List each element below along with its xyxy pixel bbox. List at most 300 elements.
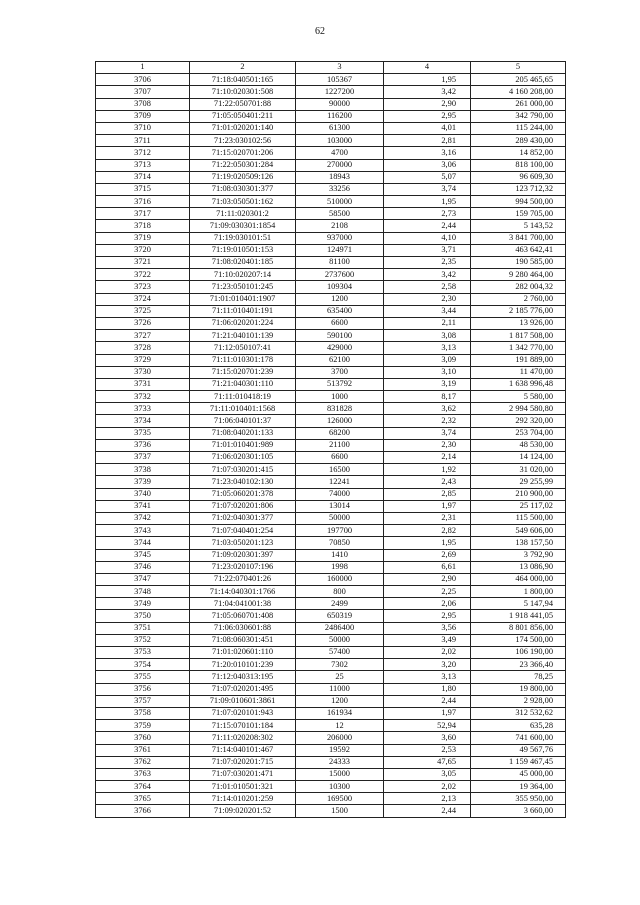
row-number: 3735 <box>96 427 190 439</box>
amount-value: 210 900,00 <box>471 488 566 500</box>
amount-value: 2 185 776,00 <box>471 305 566 317</box>
amount-value: 115 244,00 <box>471 122 566 134</box>
table-row <box>96 586 566 598</box>
amount-value: 463 642,41 <box>471 244 566 256</box>
area-value: 15000 <box>296 768 384 780</box>
area-value: 590100 <box>296 330 384 342</box>
rate-value: 2,32 <box>384 415 471 427</box>
table-row <box>96 135 566 147</box>
table-row <box>96 74 566 86</box>
cadastral-number: 71:01:020601:110 <box>190 647 296 659</box>
row-number: 3712 <box>96 147 190 159</box>
cadastral-number: 71:10:020207:14 <box>190 269 296 281</box>
column-header-4: 4 <box>384 62 471 74</box>
table-row <box>96 671 566 683</box>
table-row <box>96 244 566 256</box>
amount-value: 4 160 208,00 <box>471 86 566 98</box>
rate-value: 2,02 <box>384 647 471 659</box>
table-row <box>96 732 566 744</box>
table-row <box>96 208 566 220</box>
rate-value: 3,16 <box>384 147 471 159</box>
rate-value: 2,85 <box>384 488 471 500</box>
cadastral-number: 71:12:040313:195 <box>190 671 296 683</box>
area-value: 12 <box>296 720 384 732</box>
row-number: 3753 <box>96 647 190 659</box>
area-value: 13014 <box>296 500 384 512</box>
row-number: 3718 <box>96 220 190 232</box>
row-number: 3744 <box>96 537 190 549</box>
cadastral-number: 71:06:020301:105 <box>190 452 296 464</box>
rate-value: 2,82 <box>384 525 471 537</box>
rate-value: 2,95 <box>384 610 471 622</box>
table-row <box>96 415 566 427</box>
table-row <box>96 305 566 317</box>
cadastral-number: 71:09:010601:3861 <box>190 695 296 707</box>
amount-value: 1 342 770,00 <box>471 342 566 354</box>
table-row <box>96 257 566 269</box>
table-row <box>96 512 566 524</box>
cadastral-number: 71:22:050301:284 <box>190 159 296 171</box>
rate-value: 2,73 <box>384 208 471 220</box>
area-value: 57400 <box>296 647 384 659</box>
cadastral-number: 71:03:050201:123 <box>190 537 296 549</box>
cadastral-number: 71:15:020701:206 <box>190 147 296 159</box>
amount-value: 138 157,50 <box>471 537 566 549</box>
rate-value: 3,74 <box>384 183 471 195</box>
amount-value: 5 143,52 <box>471 220 566 232</box>
amount-value: 2 760,00 <box>471 293 566 305</box>
table-row <box>96 122 566 134</box>
rate-value: 3,71 <box>384 244 471 256</box>
cadastral-number: 71:06:040101:37 <box>190 415 296 427</box>
amount-value: 2 994 580,80 <box>471 403 566 415</box>
amount-value: 253 704,00 <box>471 427 566 439</box>
row-number: 3748 <box>96 586 190 598</box>
row-number: 3745 <box>96 549 190 561</box>
area-value: 116200 <box>296 110 384 122</box>
rate-value: 1,92 <box>384 464 471 476</box>
cadastral-number: 71:11:020301:2 <box>190 208 296 220</box>
cadastral-number: 71:01:010401:989 <box>190 439 296 451</box>
row-number: 3740 <box>96 488 190 500</box>
rate-value: 3,44 <box>384 305 471 317</box>
cadastral-number: 71:06:030601:88 <box>190 622 296 634</box>
cadastral-number: 71:22:070401:26 <box>190 573 296 585</box>
row-number: 3722 <box>96 269 190 281</box>
area-value: 429000 <box>296 342 384 354</box>
area-value: 2737600 <box>296 269 384 281</box>
row-number: 3746 <box>96 561 190 573</box>
table-row <box>96 330 566 342</box>
amount-value: 14 852,00 <box>471 147 566 159</box>
area-value: 650319 <box>296 610 384 622</box>
area-value: 109304 <box>296 281 384 293</box>
amount-value: 2 928,00 <box>471 695 566 707</box>
area-value: 25 <box>296 671 384 683</box>
table-row <box>96 171 566 183</box>
cadastral-number: 71:11:010418:19 <box>190 391 296 403</box>
table-row <box>96 488 566 500</box>
row-number: 3761 <box>96 744 190 756</box>
row-number: 3759 <box>96 720 190 732</box>
table-row <box>96 793 566 805</box>
area-value: 169500 <box>296 793 384 805</box>
rate-value: 2,11 <box>384 317 471 329</box>
rate-value: 4,01 <box>384 122 471 134</box>
area-value: 160000 <box>296 573 384 585</box>
rate-value: 2,06 <box>384 598 471 610</box>
column-header-5: 5 <box>471 62 566 74</box>
table-row <box>96 537 566 549</box>
area-value: 61300 <box>296 122 384 134</box>
row-number: 3709 <box>96 110 190 122</box>
row-number: 3719 <box>96 232 190 244</box>
table-body <box>96 74 566 817</box>
table-row <box>96 427 566 439</box>
area-value: 18943 <box>296 171 384 183</box>
table-row <box>96 147 566 159</box>
amount-value: 205 465,65 <box>471 74 566 86</box>
cadastral-number: 71:11:010401:191 <box>190 305 296 317</box>
rate-value: 2,31 <box>384 512 471 524</box>
rate-value: 3,08 <box>384 330 471 342</box>
rate-value: 1,97 <box>384 500 471 512</box>
amount-value: 8 801 856,00 <box>471 622 566 634</box>
rate-value: 2,44 <box>384 220 471 232</box>
rate-value: 2,44 <box>384 805 471 817</box>
table-row <box>96 439 566 451</box>
cadastral-number: 71:07:020201:715 <box>190 756 296 768</box>
row-number: 3758 <box>96 707 190 719</box>
table-row <box>96 220 566 232</box>
area-value: 124971 <box>296 244 384 256</box>
table-row <box>96 183 566 195</box>
amount-value: 45 000,00 <box>471 768 566 780</box>
data-table <box>95 61 566 818</box>
area-value: 937000 <box>296 232 384 244</box>
cadastral-number: 71:21:040301:110 <box>190 378 296 390</box>
rate-value: 2,69 <box>384 549 471 561</box>
cadastral-number: 71:15:070101:184 <box>190 720 296 732</box>
area-value: 68200 <box>296 427 384 439</box>
amount-value: 741 600,00 <box>471 732 566 744</box>
row-number: 3765 <box>96 793 190 805</box>
cadastral-number: 71:22:050701:88 <box>190 98 296 110</box>
row-number: 3741 <box>96 500 190 512</box>
area-value: 58500 <box>296 208 384 220</box>
area-value: 800 <box>296 586 384 598</box>
row-number: 3754 <box>96 659 190 671</box>
row-number: 3738 <box>96 464 190 476</box>
header-row <box>96 62 566 74</box>
area-value: 206000 <box>296 732 384 744</box>
row-number: 3725 <box>96 305 190 317</box>
column-header-3: 3 <box>296 62 384 74</box>
cadastral-number: 71:07:030201:471 <box>190 768 296 780</box>
amount-value: 312 532,62 <box>471 707 566 719</box>
cadastral-number: 71:19:020509:126 <box>190 171 296 183</box>
table-row <box>96 781 566 793</box>
amount-value: 174 500,00 <box>471 634 566 646</box>
table-row <box>96 269 566 281</box>
area-value: 635400 <box>296 305 384 317</box>
area-value: 1998 <box>296 561 384 573</box>
row-number: 3716 <box>96 196 190 208</box>
rate-value: 2,58 <box>384 281 471 293</box>
table-row <box>96 610 566 622</box>
cadastral-number: 71:08:060301:451 <box>190 634 296 646</box>
rate-value: 2,90 <box>384 98 471 110</box>
row-number: 3720 <box>96 244 190 256</box>
area-value: 81100 <box>296 257 384 269</box>
rate-value: 2,53 <box>384 744 471 756</box>
amount-value: 19 364,00 <box>471 781 566 793</box>
area-value: 4700 <box>296 147 384 159</box>
table-row <box>96 196 566 208</box>
rate-value: 6,61 <box>384 561 471 573</box>
table-row <box>96 391 566 403</box>
cadastral-number: 71:05:060201:378 <box>190 488 296 500</box>
cadastral-number: 71:23:040102:130 <box>190 476 296 488</box>
row-number: 3730 <box>96 366 190 378</box>
cadastral-number: 71:19:030101:51 <box>190 232 296 244</box>
table-row <box>96 366 566 378</box>
row-number: 3717 <box>96 208 190 220</box>
area-value: 7302 <box>296 659 384 671</box>
table-row <box>96 622 566 634</box>
amount-value: 23 366,40 <box>471 659 566 671</box>
rate-value: 3,05 <box>384 768 471 780</box>
cadastral-number: 71:09:020201:52 <box>190 805 296 817</box>
area-value: 513792 <box>296 378 384 390</box>
cadastral-number: 71:07:020101:943 <box>190 707 296 719</box>
cadastral-number: 71:08:040201:133 <box>190 427 296 439</box>
rate-value: 1,95 <box>384 196 471 208</box>
column-header-2: 2 <box>190 62 296 74</box>
cadastral-number: 71:07:040401:254 <box>190 525 296 537</box>
cadastral-number: 71:21:040101:139 <box>190 330 296 342</box>
table-row <box>96 549 566 561</box>
amount-value: 78,25 <box>471 671 566 683</box>
amount-value: 994 500,00 <box>471 196 566 208</box>
amount-value: 190 585,00 <box>471 257 566 269</box>
amount-value: 25 117,02 <box>471 500 566 512</box>
area-value: 2499 <box>296 598 384 610</box>
amount-value: 5 580,00 <box>471 391 566 403</box>
table-row <box>96 110 566 122</box>
area-value: 1410 <box>296 549 384 561</box>
rate-value: 2,43 <box>384 476 471 488</box>
row-number: 3729 <box>96 354 190 366</box>
row-number: 3726 <box>96 317 190 329</box>
row-number: 3762 <box>96 756 190 768</box>
table-row <box>96 293 566 305</box>
amount-value: 49 567,76 <box>471 744 566 756</box>
table-row <box>96 464 566 476</box>
amount-value: 464 000,00 <box>471 573 566 585</box>
area-value: 2108 <box>296 220 384 232</box>
row-number: 3734 <box>96 415 190 427</box>
cadastral-number: 71:01:020201:140 <box>190 122 296 134</box>
area-value: 510000 <box>296 196 384 208</box>
cadastral-number: 71:23:030102:56 <box>190 135 296 147</box>
cadastral-number: 71:14:040301:1766 <box>190 586 296 598</box>
amount-value: 3 660,00 <box>471 805 566 817</box>
cadastral-number: 71:08:030301:377 <box>190 183 296 195</box>
rate-value: 2,90 <box>384 573 471 585</box>
rate-value: 3,06 <box>384 159 471 171</box>
amount-value: 5 147,94 <box>471 598 566 610</box>
amount-value: 106 190,00 <box>471 647 566 659</box>
cadastral-number: 71:20:010101:239 <box>190 659 296 671</box>
table-row <box>96 561 566 573</box>
table-row <box>96 452 566 464</box>
amount-value: 282 004,32 <box>471 281 566 293</box>
cadastral-number: 71:18:040501:165 <box>190 74 296 86</box>
rate-value: 2,95 <box>384 110 471 122</box>
amount-value: 342 790,00 <box>471 110 566 122</box>
amount-value: 13 926,00 <box>471 317 566 329</box>
amount-value: 818 100,00 <box>471 159 566 171</box>
amount-value: 355 950,00 <box>471 793 566 805</box>
area-value: 1200 <box>296 293 384 305</box>
area-value: 70850 <box>296 537 384 549</box>
rate-value: 52,94 <box>384 720 471 732</box>
table-row <box>96 573 566 585</box>
table-row <box>96 500 566 512</box>
rate-value: 3,42 <box>384 86 471 98</box>
table-row <box>96 378 566 390</box>
table-row <box>96 525 566 537</box>
amount-value: 14 124,00 <box>471 452 566 464</box>
area-value: 270000 <box>296 159 384 171</box>
table-row <box>96 232 566 244</box>
row-number: 3743 <box>96 525 190 537</box>
rate-value: 47,65 <box>384 756 471 768</box>
table-row <box>96 403 566 415</box>
cadastral-number: 71:11:010301:178 <box>190 354 296 366</box>
table-row <box>96 354 566 366</box>
row-number: 3715 <box>96 183 190 195</box>
table-row <box>96 768 566 780</box>
table-row <box>96 683 566 695</box>
rate-value: 2,14 <box>384 452 471 464</box>
cadastral-number: 71:02:040301:377 <box>190 512 296 524</box>
rate-value: 2,30 <box>384 293 471 305</box>
cadastral-number: 71:09:020301:397 <box>190 549 296 561</box>
area-value: 6600 <box>296 452 384 464</box>
amount-value: 115 500,00 <box>471 512 566 524</box>
amount-value: 159 705,00 <box>471 208 566 220</box>
rate-value: 1,97 <box>384 707 471 719</box>
amount-value: 549 606,00 <box>471 525 566 537</box>
rate-value: 4,10 <box>384 232 471 244</box>
row-number: 3760 <box>96 732 190 744</box>
cadastral-number: 71:09:030301:1854 <box>190 220 296 232</box>
cadastral-number: 71:07:020201:495 <box>190 683 296 695</box>
amount-value: 96 609,30 <box>471 171 566 183</box>
cadastral-number: 71:23:050101:245 <box>190 281 296 293</box>
rate-value: 3,42 <box>384 269 471 281</box>
row-number: 3747 <box>96 573 190 585</box>
row-number: 3731 <box>96 378 190 390</box>
area-value: 1227200 <box>296 86 384 98</box>
amount-value: 3 792,90 <box>471 549 566 561</box>
amount-value: 289 430,00 <box>471 135 566 147</box>
page-number: 62 <box>315 26 325 37</box>
cadastral-number: 71:05:050401:211 <box>190 110 296 122</box>
row-number: 3764 <box>96 781 190 793</box>
cadastral-number: 71:11:020208:302 <box>190 732 296 744</box>
rate-value: 3,74 <box>384 427 471 439</box>
row-number: 3739 <box>96 476 190 488</box>
row-number: 3710 <box>96 122 190 134</box>
amount-value: 1 918 441,05 <box>471 610 566 622</box>
rate-value: 2,02 <box>384 781 471 793</box>
rate-value: 2,44 <box>384 695 471 707</box>
row-number: 3736 <box>96 439 190 451</box>
cadastral-number: 71:04:041001:38 <box>190 598 296 610</box>
row-number: 3728 <box>96 342 190 354</box>
row-number: 3742 <box>96 512 190 524</box>
cadastral-number: 71:01:010401:1907 <box>190 293 296 305</box>
table-row <box>96 317 566 329</box>
table-row <box>96 476 566 488</box>
rate-value: 3,09 <box>384 354 471 366</box>
row-number: 3711 <box>96 135 190 147</box>
area-value: 126000 <box>296 415 384 427</box>
row-number: 3724 <box>96 293 190 305</box>
row-number: 3766 <box>96 805 190 817</box>
row-number: 3721 <box>96 257 190 269</box>
cadastral-number: 71:08:020401:185 <box>190 257 296 269</box>
rate-value: 3,10 <box>384 366 471 378</box>
rate-value: 1,95 <box>384 74 471 86</box>
amount-value: 48 530,00 <box>471 439 566 451</box>
area-value: 831828 <box>296 403 384 415</box>
area-value: 1200 <box>296 695 384 707</box>
area-value: 19592 <box>296 744 384 756</box>
amount-value: 3 841 700,00 <box>471 232 566 244</box>
cadastral-number: 71:14:010201:259 <box>190 793 296 805</box>
amount-value: 1 817 508,00 <box>471 330 566 342</box>
rate-value: 8,17 <box>384 391 471 403</box>
table-row <box>96 744 566 756</box>
area-value: 50000 <box>296 634 384 646</box>
area-value: 2486400 <box>296 622 384 634</box>
table-row <box>96 707 566 719</box>
row-number: 3751 <box>96 622 190 634</box>
table-row <box>96 659 566 671</box>
table-row <box>96 634 566 646</box>
rate-value: 2,13 <box>384 793 471 805</box>
row-number: 3756 <box>96 683 190 695</box>
area-value: 33256 <box>296 183 384 195</box>
column-header-1: 1 <box>96 62 190 74</box>
area-value: 50000 <box>296 512 384 524</box>
table-row <box>96 695 566 707</box>
table-row <box>96 598 566 610</box>
area-value: 62100 <box>296 354 384 366</box>
rate-value: 5,07 <box>384 171 471 183</box>
area-value: 6600 <box>296 317 384 329</box>
rate-value: 3,60 <box>384 732 471 744</box>
rate-value: 3,56 <box>384 622 471 634</box>
area-value: 105367 <box>296 74 384 86</box>
area-value: 103000 <box>296 135 384 147</box>
area-value: 3700 <box>296 366 384 378</box>
amount-value: 29 255,99 <box>471 476 566 488</box>
